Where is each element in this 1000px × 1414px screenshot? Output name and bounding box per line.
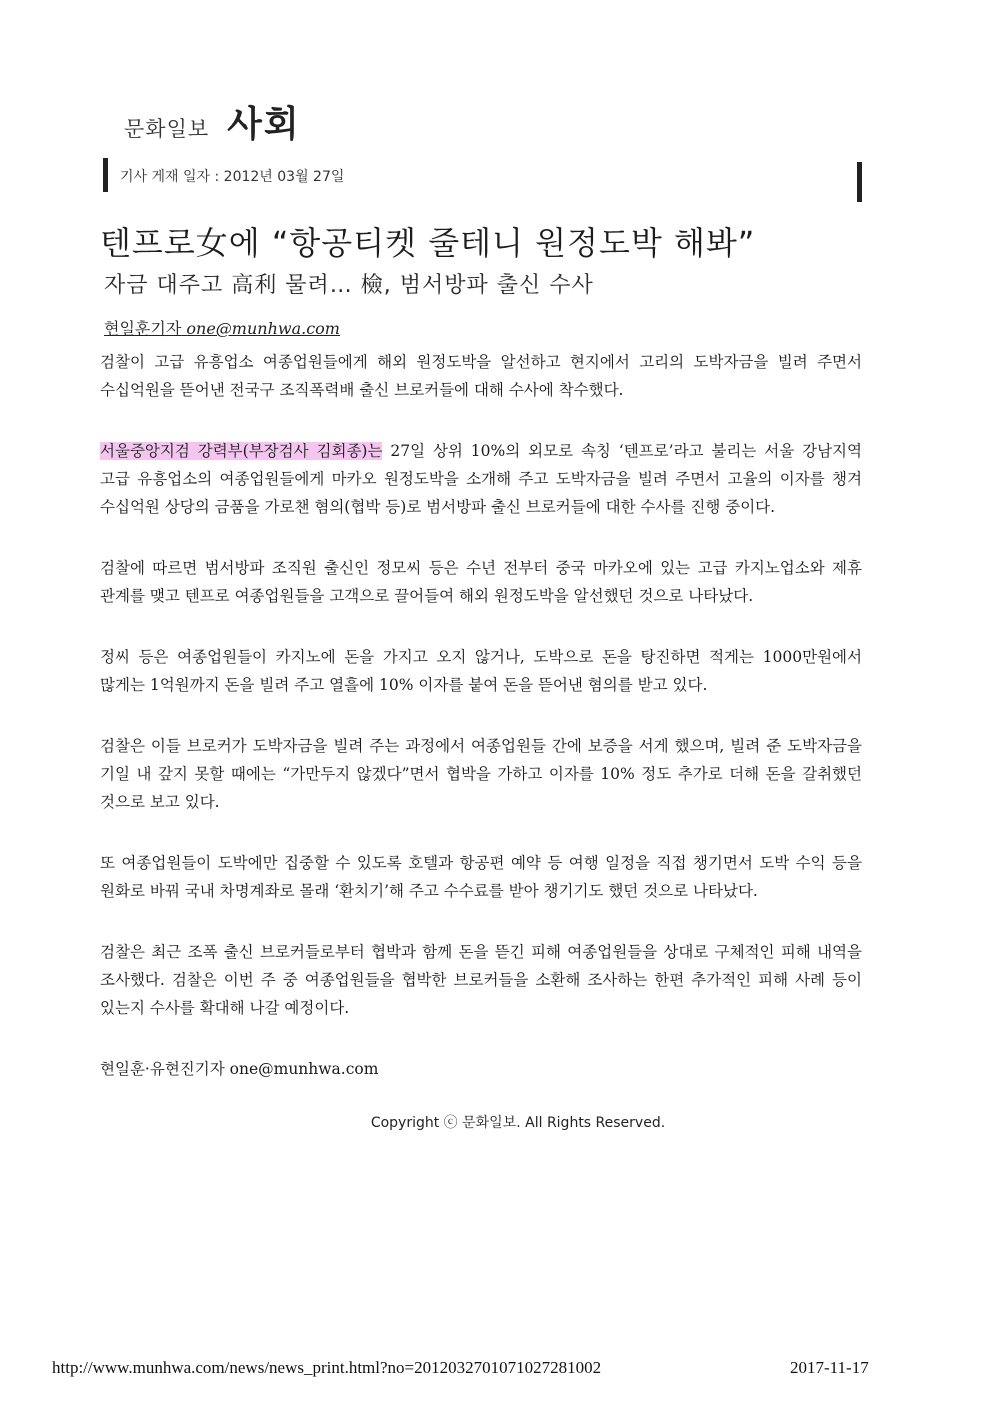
dateline-left-bar <box>103 158 108 192</box>
section-name: 사회 <box>227 104 301 145</box>
paragraph-4 <box>100 643 862 699</box>
paragraph-text: 검찰은 최근 조폭 출신 브로커들로부터 협박과 함께 돈을 뜯긴 피해 여종업원들을 상대로 구체적인 피해 내역을 조사했다. 검찰은 이번 주 중 여종업원들을 협박한 브로커들을 소환해 조사하는 한편 추가적인 피해 사례 등이 있는지 수사를 확대해 나갈 예정이다. <box>100 943 862 1017</box>
paragraph-text: 검찰에 따르면 범서방파 조직원 출신인 정모씨 등은 수년 전부터 중국 마카오에 있는 고급 카지노업소와 제휴 관계를 맺고 텐프로 여종업원들을 고객으로 끌어들여 해외 원정도박을 알선했던 것으로 나타났다. <box>100 559 862 605</box>
paragraph-5 <box>100 732 862 816</box>
dateline-right-bar <box>857 162 862 202</box>
byline <box>104 316 340 339</box>
highlighted-text: 서울중앙지검 강력부(부장검사 김회종)는 <box>100 442 383 460</box>
masthead <box>124 96 301 147</box>
paragraph-2 <box>100 437 862 521</box>
paragraph-3 <box>100 554 862 610</box>
footer-url: http://www.munhwa.com/news/news_print.html?no=2012032701071027281002 <box>52 1358 602 1377</box>
paragraph-text: 27일 상위 10%의 외모로 속칭 ‘텐프로’라고 불리는 서울 강남지역 고급 유흥업소의 여종업원들에게 마카오 원정도박을 소개해 주고 도박자금을 빌려 주면서 고율의 이자를 챙겨 수십억원 상당의 금품을 가로챈 혐의(협박 등)로 범서방파 출신 브로커들에 대한 수사를 진행 중이다. <box>100 442 862 516</box>
paragraph-text: 검찰은 이들 브로커가 도박자금을 빌려 주는 과정에서 여종업원들 간에 보증을 서게 했으며, 빌려 준 도박자금을 기일 내 갚지 못할 때에는 “가만두지 않겠다”면서 협박을 가하고 이자를 10% 정도 추가로 더해 돈을 갈취했던 것으로 보고 있다. <box>100 737 862 811</box>
article-headline: 텐프로女에 “항공티켓 줄테니 원정도박 해봐” <box>100 224 756 262</box>
paragraph-text: 검찰이 고급 유흥업소 여종업원들에게 해외 원정도박을 알선하고 현지에서 고리의 도박자금을 빌려 주면서 수십억원을 뜯어낸 전국구 조직폭력배 출신 브로커들에 대해 수사에 착수했다. <box>100 353 862 399</box>
newspaper-name: 문화일보 <box>124 117 210 141</box>
paragraph-7 <box>100 938 862 1022</box>
byline-reporter: 현일훈기자 <box>104 319 182 338</box>
paragraph-1 <box>100 348 862 404</box>
byline-email[interactable]: one@munhwa.com <box>186 319 340 338</box>
paragraph-6 <box>100 849 862 905</box>
article-body <box>100 348 862 1083</box>
copyright-notice: Copyright ⓒ 문화일보. All Rights Reserved. <box>370 1115 666 1131</box>
paragraph-text: 또 여종업원들이 도박에만 집중할 수 있도록 호텔과 항공편 예약 등 여행 일정을 직접 챙기면서 도박 수익 등을 원화로 바꿔 국내 차명계좌로 몰래 ‘환치기’해 주고 수수료를 받아 챙기기도 했던 것으로 나타났다. <box>100 854 862 900</box>
paragraph-text: 정씨 등은 여종업원들이 카지노에 돈을 가지고 오지 않거나, 도박으로 돈을 탕진하면 적게는 1000만원에서 많게는 1억원까지 돈을 빌려 주고 열흘에 10% 이자를 붙여 돈을 뜯어낸 혐의를 받고 있다. <box>100 648 862 694</box>
article-subheadline: 자금 대주고 高利 물려… 檢, 범서방파 출신 수사 <box>104 273 594 298</box>
footer-print-date: 2017-11-17 <box>790 1358 869 1377</box>
publication-dateline: 기사 게재 일자 : 2012년 03월 27일 <box>120 169 345 185</box>
signoff: 현일훈·유현진기자 one@munhwa.com <box>100 1060 379 1078</box>
